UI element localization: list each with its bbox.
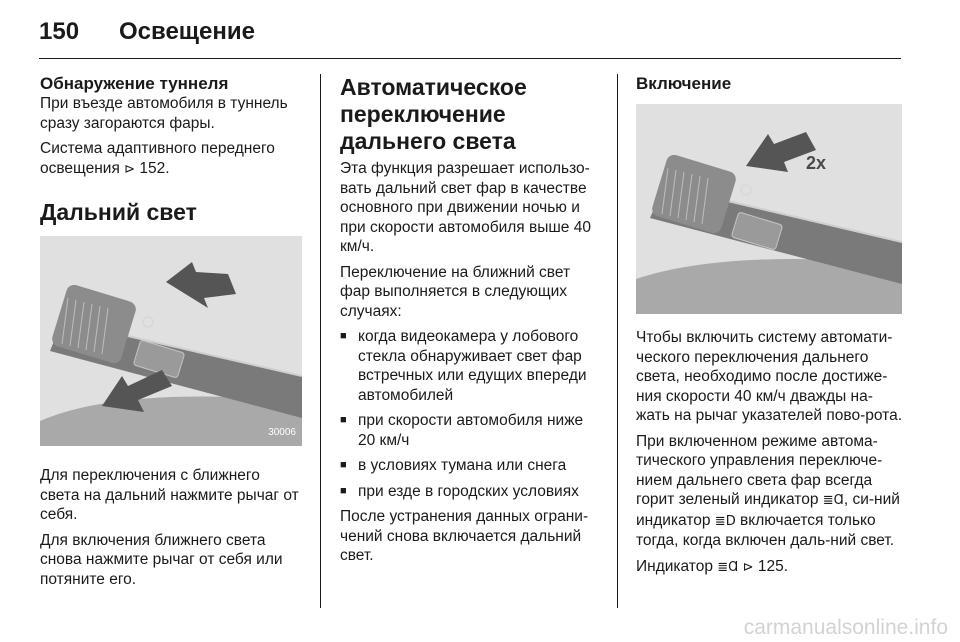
page-header (39, 14, 921, 50)
tunnel-text: При въезде автомобиля в туннель сразу загораются фары. (40, 95, 288, 132)
tunnel-heading: Обнаружение туннеля (40, 74, 229, 93)
auto-beam-indicator-icon: ≣Ɑ (822, 493, 844, 508)
activation-heading: Включение (636, 74, 732, 93)
section-title: Освещение (119, 18, 255, 45)
high-beam-indicator-icon: ≣D (714, 513, 736, 529)
indicator-description-a: При включенном режиме автома-тического управления переключе-нием дальнего света фар всегда горит зеленый индикатор (636, 432, 883, 508)
figure-code: 30006 (268, 426, 296, 438)
auto-beam-indicator-icon: ≣Ɑ (717, 559, 739, 575)
column-divider-1 (320, 74, 321, 608)
auto-beam-heading: Автоматическое переключение дальнего света (340, 74, 527, 154)
page-ref[interactable]: 152. (139, 159, 170, 177)
list-item: ■ когда видеокамера у лобового стекла обнаруживает свет фар встречных или едущих впереди автомобилей (340, 327, 602, 405)
high-beam-lever-figure (40, 236, 302, 446)
column-3 (636, 74, 902, 583)
high-beam-heading: Дальний свет (40, 199, 197, 225)
adaptive-light-text (40, 139, 302, 179)
conditions-list (340, 327, 602, 501)
column-2 (340, 74, 602, 572)
switch-to-high-text: Для переключения с ближнего света на дальний нажмите рычаг от себя. (40, 467, 299, 523)
indicator-description-b: , си-ний индикатор (636, 491, 900, 529)
indicator-description-c: включается только тогда, когда включен даль-ний свет. (636, 511, 895, 549)
indicator-reference (636, 557, 902, 578)
list-item: ■ при езде в городских условиях (340, 482, 602, 502)
activation-instructions: Чтобы включить систему автомати-ческого переключения дальнего света, необходимо после достиже-ния скорости 40 км/ч дважды на-жать на рычаг указателей пово-рота. (636, 329, 903, 424)
switch-to-low-text: Для включения ближнего света снова нажмите рычаг от себя или потяните его. (40, 531, 283, 588)
column-1 (40, 74, 302, 595)
low-beam-conditions-intro: Переключение на ближний свет фар выполняется в следующих случаях: (340, 263, 571, 320)
list-item: ■ при скорости автомобиля ниже 20 км/ч (340, 411, 602, 450)
indicator-description (636, 432, 902, 551)
page-number: 150 (39, 18, 80, 45)
column-divider-2 (617, 74, 618, 608)
auto-beam-intro: Эта функция разрешает использо-вать дальний свет фар в качестве основного при движении ночью и при скорости автомобиля выше 40 км/ч. (340, 160, 591, 255)
lever-illustration (40, 236, 302, 446)
header-divider (39, 58, 901, 59)
auto-beam-restore-text: После устранения данных ограни-чений снова включается дальний свет. (340, 508, 589, 564)
list-item: ■ в условиях тумана или снега (340, 456, 602, 476)
adaptive-light-text-body: Система адаптивного переднего освещения (40, 140, 275, 177)
watermark: carmanualsonline.info (743, 616, 948, 639)
ref-arrow-icon: ⊳ (124, 161, 136, 177)
indicator-reference-label: Индикатор (636, 557, 718, 575)
ref-arrow-icon: ⊳ (742, 559, 754, 575)
activation-lever-figure (636, 104, 902, 314)
lever-illustration-2x (636, 104, 902, 314)
press-twice-label: 2x (806, 153, 827, 173)
page-ref[interactable]: 125. (757, 557, 789, 575)
